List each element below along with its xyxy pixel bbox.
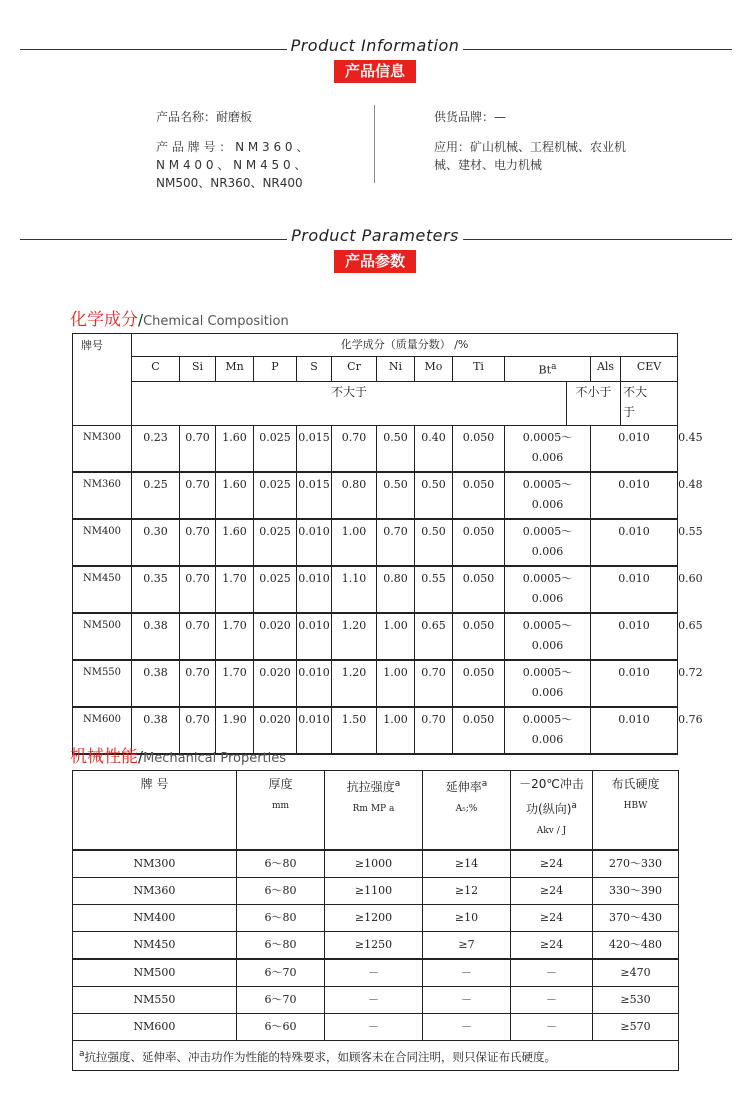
hardness-header xyxy=(593,771,679,851)
mech-row xyxy=(73,1014,679,1041)
bt-cell xyxy=(505,660,591,707)
section-badge-cn: 产品信息 xyxy=(334,60,416,83)
value-cell: 0.70 xyxy=(180,707,216,754)
mech-note-row xyxy=(73,1041,679,1071)
bt-value-line: 0.0005～ xyxy=(522,477,573,491)
value-cell: 0.50 xyxy=(377,472,415,519)
impact-cell: ≥24 xyxy=(511,850,593,878)
product-name: 产品名称：耐磨板 xyxy=(156,110,253,124)
bt-value-line: 0.006 xyxy=(531,591,564,605)
thickness-cell: 6～60 xyxy=(237,1014,325,1041)
value-cell: 0.70 xyxy=(180,472,216,519)
chemical-heading-en: Chemical Composition xyxy=(143,314,289,329)
grade-cell: NM300 xyxy=(73,850,237,878)
value-cell: 0.50 xyxy=(415,519,453,566)
value-cell: 0.50 xyxy=(415,472,453,519)
mechanical-properties-table xyxy=(72,770,679,1071)
value-cell: 0.010 xyxy=(297,613,332,660)
bt-value-line: 0.0005～ xyxy=(522,618,573,632)
section-badge-cn: 产品参数 xyxy=(334,250,416,273)
elongation-cell: － xyxy=(423,959,511,987)
value-cell: 0.050 xyxy=(453,472,505,519)
value-cell: 1.20 xyxy=(332,613,377,660)
value-cell: 1.70 xyxy=(216,613,254,660)
elongation-label-text: 延伸率 xyxy=(445,780,482,794)
grade-cell: NM360 xyxy=(73,878,237,905)
tensile-cell: ≥1200 xyxy=(325,905,423,932)
grade-line-3: NM500、NR360、NR400 xyxy=(156,176,303,190)
value-cell: 1.70 xyxy=(216,566,254,613)
impact-cell: － xyxy=(511,959,593,987)
hardness-cell: 330～390 xyxy=(593,878,679,905)
value-cell: 0.70 xyxy=(180,519,216,566)
value-cell: 0.010 xyxy=(297,660,332,707)
chem-row: NM500 0.38 0.70 1.70 0.020 0.010 1.20 1.00 0.65 0.050 0.0005～ 0.006 0.010 0.65 xyxy=(73,613,678,660)
value-cell: 1.20 xyxy=(332,660,377,707)
tensile-label-text: 抗拉强度 xyxy=(346,780,395,794)
application xyxy=(434,138,684,174)
value-cell: 0.30 xyxy=(132,519,180,566)
elongation-unit: A₅;% xyxy=(455,804,478,814)
value-cell: 1.60 xyxy=(216,519,254,566)
note-text: 抗拉强度、延伸率、冲击功作为性能的特殊要求，如顾客未在合同注明，则只保证布氏硬度。 xyxy=(84,1049,557,1064)
als-cell: 0.010 xyxy=(591,519,678,566)
mech-row xyxy=(73,987,679,1014)
als-cell: 0.010 xyxy=(591,425,678,472)
section-title-en: Product Parameters xyxy=(0,226,750,245)
value-cell: 0.70 xyxy=(180,613,216,660)
value-cell: 0.38 xyxy=(132,613,180,660)
value-cell: 0.025 xyxy=(254,472,297,519)
thickness-header xyxy=(237,771,325,851)
grade-cell: NM450 xyxy=(73,566,132,613)
bt-value-line: 0.006 xyxy=(531,497,564,511)
mech-header-row xyxy=(73,771,679,851)
elongation-cell: － xyxy=(423,1014,511,1041)
hardness-cell: 420～480 xyxy=(593,932,679,960)
grade-header: 牌 号 xyxy=(73,771,237,851)
footnote-mark: a xyxy=(79,1049,85,1059)
mechanical-heading-cn: 机械性能 xyxy=(70,747,138,767)
grade-cell: NM600 xyxy=(73,707,132,754)
hardness-cell: ≥530 xyxy=(593,987,679,1014)
element-header-bt xyxy=(505,357,591,382)
mech-note xyxy=(73,1041,679,1071)
limit-max-cev xyxy=(621,381,678,425)
value-cell: 0.70 xyxy=(180,425,216,472)
element-header: CEV xyxy=(621,357,678,382)
grade-cell: NM550 xyxy=(73,660,132,707)
hardness-cell: 370～430 xyxy=(593,905,679,932)
element-header-row xyxy=(73,357,678,382)
tensile-cell: ≥1000 xyxy=(325,850,423,878)
thickness-cell: 6～70 xyxy=(237,987,325,1014)
elongation-cell: ≥14 xyxy=(423,850,511,878)
impact-cell: － xyxy=(511,1014,593,1041)
element-header: P xyxy=(254,357,297,382)
footnote-mark: a xyxy=(551,362,557,372)
value-cell: 0.015 xyxy=(297,472,332,519)
grade-cell: NM600 xyxy=(73,1014,237,1041)
product-parameters-header xyxy=(0,226,750,246)
value-cell: 1.00 xyxy=(377,707,415,754)
chemical-composition-table xyxy=(72,333,703,755)
bt-cell xyxy=(505,519,591,566)
value-cell: 1.60 xyxy=(216,425,254,472)
elongation-cell: － xyxy=(423,987,511,1014)
als-cell: 0.010 xyxy=(591,707,678,754)
als-cell: 0.010 xyxy=(591,660,678,707)
mech-row xyxy=(73,959,679,987)
thickness-label: 厚度 xyxy=(268,777,293,791)
bt-cell xyxy=(505,566,591,613)
info-divider xyxy=(374,105,375,183)
chemical-heading xyxy=(70,305,289,330)
impact-cell: ≥24 xyxy=(511,905,593,932)
bt-value-line: 0.0005～ xyxy=(522,430,573,444)
grade-line-1: 产 品 牌 号 ： N M 3 6 0 、 xyxy=(156,140,309,154)
chem-row: NM400 0.30 0.70 1.60 0.025 0.010 1.00 0.70 0.50 0.050 0.0005～ 0.006 0.010 0.55 xyxy=(73,519,678,566)
mech-row xyxy=(73,850,679,878)
value-cell: 0.010 xyxy=(297,519,332,566)
tensile-cell: － xyxy=(325,987,423,1014)
thickness-cell: 6～80 xyxy=(237,905,325,932)
limit-row xyxy=(73,381,678,425)
bt-value-line: 0.0005～ xyxy=(522,712,573,726)
limit-max-cev-line: 不大 xyxy=(623,384,648,399)
element-header: Cr xyxy=(332,357,377,382)
grade-line-2: N M 4 0 0 、 N M 4 5 0 、 xyxy=(156,158,307,172)
tensile-unit: Rm MP a xyxy=(352,804,395,814)
bt-cell xyxy=(505,472,591,519)
impact-cell: ≥24 xyxy=(511,932,593,960)
thickness-cell: 6～80 xyxy=(237,932,325,960)
element-header: C xyxy=(132,357,180,382)
tensile-header xyxy=(325,771,423,851)
value-cell: 1.60 xyxy=(216,472,254,519)
impact-cell: － xyxy=(511,987,593,1014)
als-cell: 0.010 xyxy=(591,613,678,660)
tensile-label xyxy=(325,773,422,798)
tensile-cell: ≥1100 xyxy=(325,878,423,905)
elongation-cell: ≥7 xyxy=(423,932,511,960)
element-header: Ti xyxy=(453,357,505,382)
value-cell: 0.70 xyxy=(377,519,415,566)
chem-row: NM300 0.23 0.70 1.60 0.025 0.015 0.70 0.50 0.40 0.050 0.0005～ 0.006 0.010 0.45 xyxy=(73,425,678,472)
composition-group-header: 化学成分（质量分数） /% xyxy=(132,334,678,357)
impact-header xyxy=(511,771,593,851)
heading-separator: / xyxy=(138,311,144,329)
chem-row: NM360 0.25 0.70 1.60 0.025 0.015 0.80 0.50 0.50 0.050 0.0005～ 0.006 0.010 0.48 xyxy=(73,472,678,519)
grade-cell: NM450 xyxy=(73,932,237,960)
hardness-cell: ≥570 xyxy=(593,1014,679,1041)
value-cell: 0.050 xyxy=(453,566,505,613)
limit-min: 不小于 xyxy=(567,381,621,425)
element-header: Als xyxy=(591,357,621,382)
als-cell: 0.010 xyxy=(591,566,678,613)
limit-max: 不大于 xyxy=(132,381,567,425)
impact-label-2 xyxy=(511,795,592,820)
bt-value-line: 0.006 xyxy=(531,638,564,652)
impact-unit: Akv / J xyxy=(536,826,567,836)
mech-row xyxy=(73,878,679,905)
bt-value-line: 0.0005～ xyxy=(522,571,573,585)
bt-value-line: 0.0005～ xyxy=(522,524,573,538)
footnote-mark: a xyxy=(571,801,577,811)
value-cell: 0.38 xyxy=(132,707,180,754)
value-cell: 0.020 xyxy=(254,613,297,660)
value-cell: 1.50 xyxy=(332,707,377,754)
supply-brand: 供货品牌：— xyxy=(434,110,507,124)
bt-cell xyxy=(505,707,591,754)
chemical-heading-cn: 化学成分 xyxy=(70,310,138,330)
impact-cell: ≥24 xyxy=(511,878,593,905)
impact-label-2-text: 功(纵向) xyxy=(526,802,572,816)
value-cell: 0.70 xyxy=(415,660,453,707)
application-line-2: 械、建材、电力机械 xyxy=(434,158,543,172)
value-cell: 1.10 xyxy=(332,566,377,613)
mech-row xyxy=(73,932,679,960)
value-cell: 0.70 xyxy=(180,566,216,613)
tensile-cell: － xyxy=(325,1014,423,1041)
value-cell: 0.70 xyxy=(415,707,453,754)
limit-max-cev-line: 于 xyxy=(623,404,636,419)
value-cell: 0.050 xyxy=(453,519,505,566)
hardness-cell: ≥470 xyxy=(593,959,679,987)
value-cell: 0.38 xyxy=(132,660,180,707)
elongation-cell: ≥12 xyxy=(423,878,511,905)
hardness-unit: HBW xyxy=(623,801,648,811)
heading-separator: / xyxy=(138,748,144,766)
value-cell: 0.40 xyxy=(415,425,453,472)
mechanical-heading-en: Mechanical Properties xyxy=(143,751,287,766)
chem-row: NM550 0.38 0.70 1.70 0.020 0.010 1.20 1.00 0.70 0.050 0.0005～ 0.006 0.010 0.72 xyxy=(73,660,678,707)
grade-cell: NM400 xyxy=(73,905,237,932)
elongation-cell: ≥10 xyxy=(423,905,511,932)
tensile-cell: ≥1250 xyxy=(325,932,423,960)
value-cell: 1.00 xyxy=(377,613,415,660)
value-cell: 0.020 xyxy=(254,660,297,707)
value-cell: 0.050 xyxy=(453,425,505,472)
thickness-cell: 6～80 xyxy=(237,850,325,878)
footnote-mark: a xyxy=(481,779,488,789)
grade-cell: NM500 xyxy=(73,959,237,987)
value-cell: 0.050 xyxy=(453,660,505,707)
value-cell: 0.70 xyxy=(332,425,377,472)
bt-value-line: 0.006 xyxy=(531,685,564,699)
grade-cell: NM500 xyxy=(73,613,132,660)
thickness-cell: 6～70 xyxy=(237,959,325,987)
value-cell: 1.00 xyxy=(332,519,377,566)
bt-value-line: 0.006 xyxy=(531,544,564,558)
grade-cell: NM300 xyxy=(73,425,132,472)
mech-row xyxy=(73,905,679,932)
elongation-label xyxy=(423,773,510,798)
bt-label: Bt xyxy=(538,363,552,377)
element-header: Mn xyxy=(216,357,254,382)
impact-label-1: －20℃冲击 xyxy=(519,777,584,791)
value-cell: 0.35 xyxy=(132,566,180,613)
bt-value-line: 0.006 xyxy=(531,450,564,464)
footnote-mark: a xyxy=(394,779,401,789)
bt-cell xyxy=(505,425,591,472)
hardness-label: 布氏硬度 xyxy=(611,777,660,791)
product-grades xyxy=(156,138,366,192)
grade-cell: NM550 xyxy=(73,987,237,1014)
grade-cell: NM360 xyxy=(73,472,132,519)
hardness-cell: 270～330 xyxy=(593,850,679,878)
element-header: Si xyxy=(180,357,216,382)
product-information-header xyxy=(0,36,750,56)
section-title-en: Product Information xyxy=(0,36,750,55)
value-cell: 0.010 xyxy=(297,566,332,613)
element-header: S xyxy=(297,357,332,382)
chem-row: NM450 0.35 0.70 1.70 0.025 0.010 1.10 0.80 0.55 0.050 0.0005～ 0.006 0.010 0.60 xyxy=(73,566,678,613)
value-cell: 1.70 xyxy=(216,660,254,707)
value-cell: 1.00 xyxy=(377,660,415,707)
grade-header: 牌号 xyxy=(73,334,132,426)
thickness-unit: mm xyxy=(271,801,290,811)
value-cell: 0.55 xyxy=(415,566,453,613)
value-cell: 0.025 xyxy=(254,566,297,613)
als-cell: 0.010 xyxy=(591,472,678,519)
thickness-cell: 6～80 xyxy=(237,878,325,905)
bt-cell xyxy=(505,613,591,660)
value-cell: 0.70 xyxy=(180,660,216,707)
value-cell: 0.50 xyxy=(377,425,415,472)
tensile-cell: － xyxy=(325,959,423,987)
value-cell: 0.80 xyxy=(377,566,415,613)
value-cell: 0.020 xyxy=(254,707,297,754)
chem-row: NM600 0.38 0.70 1.90 0.020 0.010 1.50 1.00 0.70 0.050 0.0005～ 0.006 0.010 0.76 xyxy=(73,707,678,754)
mechanical-heading xyxy=(70,742,286,767)
element-header: Mo xyxy=(415,357,453,382)
value-cell: 0.015 xyxy=(297,425,332,472)
bt-value-line: 0.006 xyxy=(531,732,564,746)
elongation-header xyxy=(423,771,511,851)
value-cell: 0.050 xyxy=(453,613,505,660)
value-cell: 0.25 xyxy=(132,472,180,519)
value-cell: 0.010 xyxy=(297,707,332,754)
application-line-1: 应用：矿山机械、工程机械、农业机 xyxy=(434,140,627,154)
value-cell: 0.050 xyxy=(453,707,505,754)
value-cell: 0.65 xyxy=(415,613,453,660)
bt-value-line: 0.0005～ xyxy=(522,665,573,679)
value-cell: 0.025 xyxy=(254,519,297,566)
grade-cell: NM400 xyxy=(73,519,132,566)
value-cell: 0.23 xyxy=(132,425,180,472)
value-cell: 0.80 xyxy=(332,472,377,519)
value-cell: 0.025 xyxy=(254,425,297,472)
element-header: Ni xyxy=(377,357,415,382)
value-cell: 1.90 xyxy=(216,707,254,754)
